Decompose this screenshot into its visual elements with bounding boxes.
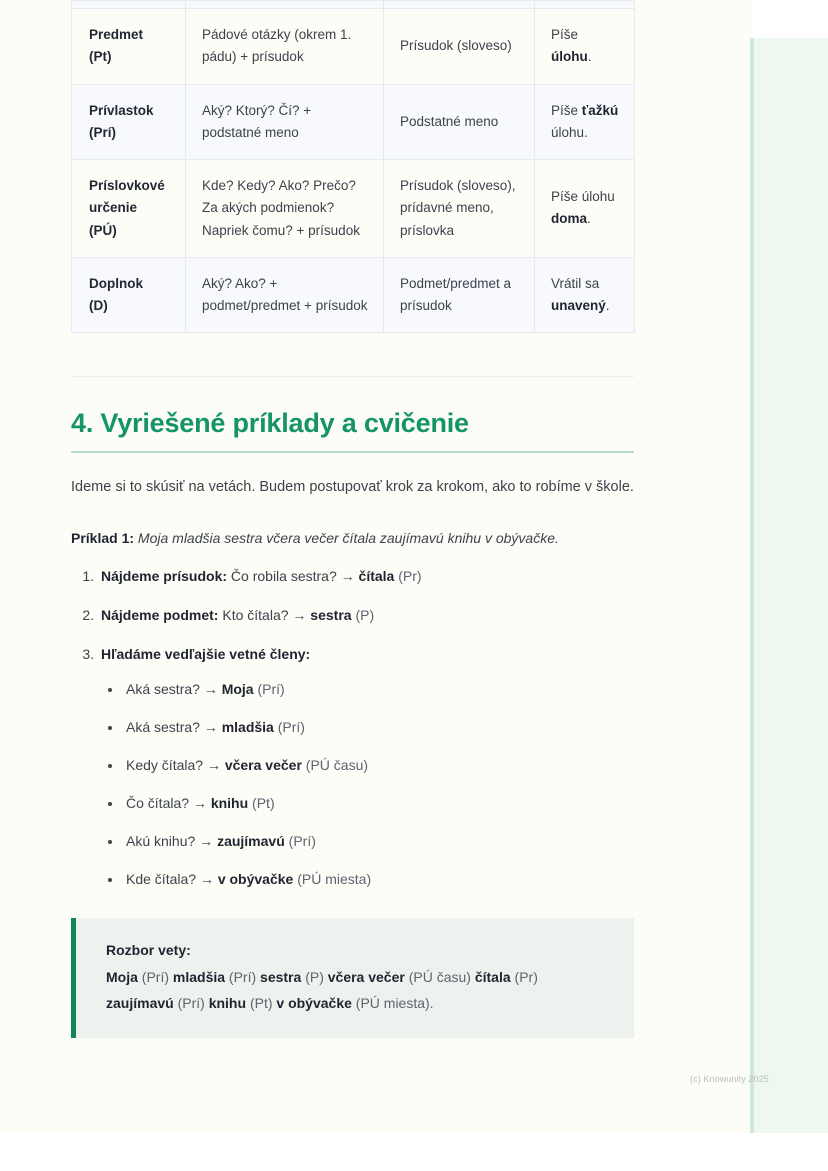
table-row [72, 257, 635, 333]
analysis-steps-list [71, 566, 634, 890]
example-label: Príklad 1: [71, 529, 135, 546]
callout-token-tag: (PÚ miesta). [355, 994, 434, 1011]
right-side-panel [750, 38, 828, 1133]
example-highlight: doma [551, 211, 588, 227]
section-intro-paragraph: Ideme si to skúsiť na vetách. Budem postupovať krok za krokom, ako to robíme v škole. [71, 478, 634, 495]
table-cell-depends-on: Prísudok (sloveso), prídavné meno, príslovka [384, 160, 535, 258]
step-label: Hľadáme vedľajšie vetné členy: [101, 645, 311, 662]
analysis-step [98, 644, 634, 890]
callout-token-tag: (Pt) [249, 994, 273, 1011]
callout-token-word: knihu [208, 994, 247, 1011]
sub-item-answer: zaujímavú [217, 832, 285, 849]
table-cell [535, 1, 635, 9]
callout-token-tag: (P) [305, 968, 324, 985]
table-cell-term: Prívlastok (Prí) [72, 84, 186, 160]
table-row [72, 9, 635, 85]
step-answer: čítala [358, 567, 395, 584]
sub-item-tag: (Pt) [248, 794, 275, 811]
sub-analysis-item: • Kedy čítala? → včera večer (PÚ času) [123, 755, 634, 776]
table-cell-example: Píše úlohu doma. [535, 160, 635, 258]
sub-item-answer: včera večer [224, 756, 302, 773]
table-cell-question: Aký? Ako? + podmet/predmet + prísudok [186, 257, 384, 333]
callout-title: Rozbor vety: [106, 941, 191, 958]
sub-item-tag: (Prí) [273, 718, 305, 735]
sub-analysis-item: • Kde čítala? → v obývačke (PÚ miesta) [123, 869, 634, 890]
section-divider [71, 376, 634, 377]
callout-token-tag: (Prí) [228, 968, 257, 985]
sub-analysis-item: • Aká sestra? → mladšia (Prí) [123, 717, 634, 738]
callout-token-tag: (PÚ času) [408, 968, 471, 985]
callout-token-word: v obývačke [276, 994, 352, 1011]
section-title-underline [71, 451, 634, 453]
callout-token-word: Moja [106, 968, 138, 985]
step-label: Nájdeme podmet: [101, 606, 219, 623]
example-sentence: Moja mladšia sestra včera večer čítala zaujímavú knihu v obývačke. [137, 529, 559, 546]
table-row [72, 160, 635, 258]
table-cell-depends-on: Podmet/predmet a prísudok [384, 257, 535, 333]
sub-item-tag: (PÚ miesta) [293, 870, 372, 887]
example-highlight: úlohu [551, 49, 588, 65]
example-highlight: unavený [551, 298, 606, 314]
step-label: Nájdeme prísudok: [101, 567, 228, 584]
sub-analysis-item: • Akú knihu? → zaujímavú (Prí) [123, 831, 634, 852]
sub-item-tag: (Prí) [284, 832, 316, 849]
step-tag: (Pr) [394, 567, 422, 584]
table-cell-example: Píše ťažkú úlohu. [535, 84, 635, 160]
sentence-analysis-callout [71, 918, 634, 1038]
analysis-step: 2. Nájdeme podmet: Kto čítala? → sestra (P) [98, 605, 634, 626]
sub-item-answer: knihu [210, 794, 249, 811]
callout-token-word: sestra [260, 968, 302, 985]
callout-token-word: včera večer [327, 968, 405, 985]
callout-body [106, 969, 538, 1011]
table-cell-depends-on: Prísudok (sloveso) [384, 9, 535, 85]
table-cell-example: Vrátil sa unavený. [535, 257, 635, 333]
sub-item-answer: v obývačke [217, 870, 294, 887]
callout-token-word: zaujímavú [106, 994, 174, 1011]
table-cell [186, 1, 384, 9]
analysis-step: 1. Nájdeme prísudok: Čo robila sestra? → čítala (Pr) [98, 566, 634, 587]
step-answer: sestra [310, 606, 352, 623]
table-row-clipped [72, 1, 635, 9]
section-title: 4. Vyriešené príklady a cvičenie [71, 408, 469, 439]
right-side-panel-edge [750, 38, 754, 1133]
sub-item-answer: Moja [221, 680, 254, 697]
callout-token-word: mladšia [172, 968, 226, 985]
sub-analysis-list [101, 679, 634, 890]
table-cell-question: Aký? Ktorý? Čí? + podstatné meno [186, 84, 384, 160]
vetne-cleny-table [71, 0, 635, 333]
copyright-watermark: (c) Knowunity 2025 [690, 1074, 769, 1084]
table-cell-example: Píše úlohu. [535, 9, 635, 85]
sub-analysis-item: • Aká sestra? → Moja (Prí) [123, 679, 634, 700]
table-row [72, 84, 635, 160]
sub-analysis-item: • Čo čítala? → knihu (Pt) [123, 793, 634, 814]
table-cell-term: Doplnok (D) [72, 257, 186, 333]
table-cell-depends-on: Podstatné meno [384, 84, 535, 160]
example-sentence-line [71, 527, 634, 549]
sub-item-answer: mladšia [221, 718, 274, 735]
table-cell [384, 1, 535, 9]
table-cell-term: Príslovkové určenie (PÚ) [72, 160, 186, 258]
table-cell [72, 1, 186, 9]
table-cell-term: Predmet (Pt) [72, 9, 186, 85]
callout-token-word: čítala [474, 968, 511, 985]
callout-token-tag: (Prí) [141, 968, 169, 985]
callout-token-tag: (Pr) [514, 968, 538, 985]
step-tag: (P) [351, 606, 375, 623]
example-highlight: ťažkú [581, 102, 619, 118]
table-cell-question: Kde? Kedy? Ako? Prečo? Za akých podmienok? Napriek čomu? + prísudok [186, 160, 384, 258]
content-column [71, 0, 634, 1038]
sub-item-tag: (Prí) [253, 680, 285, 697]
table-cell-question: Pádové otázky (okrem 1. pádu) + prísudok [186, 9, 384, 85]
callout-token-tag: (Prí) [177, 994, 205, 1011]
sub-item-tag: (PÚ času) [301, 756, 369, 773]
